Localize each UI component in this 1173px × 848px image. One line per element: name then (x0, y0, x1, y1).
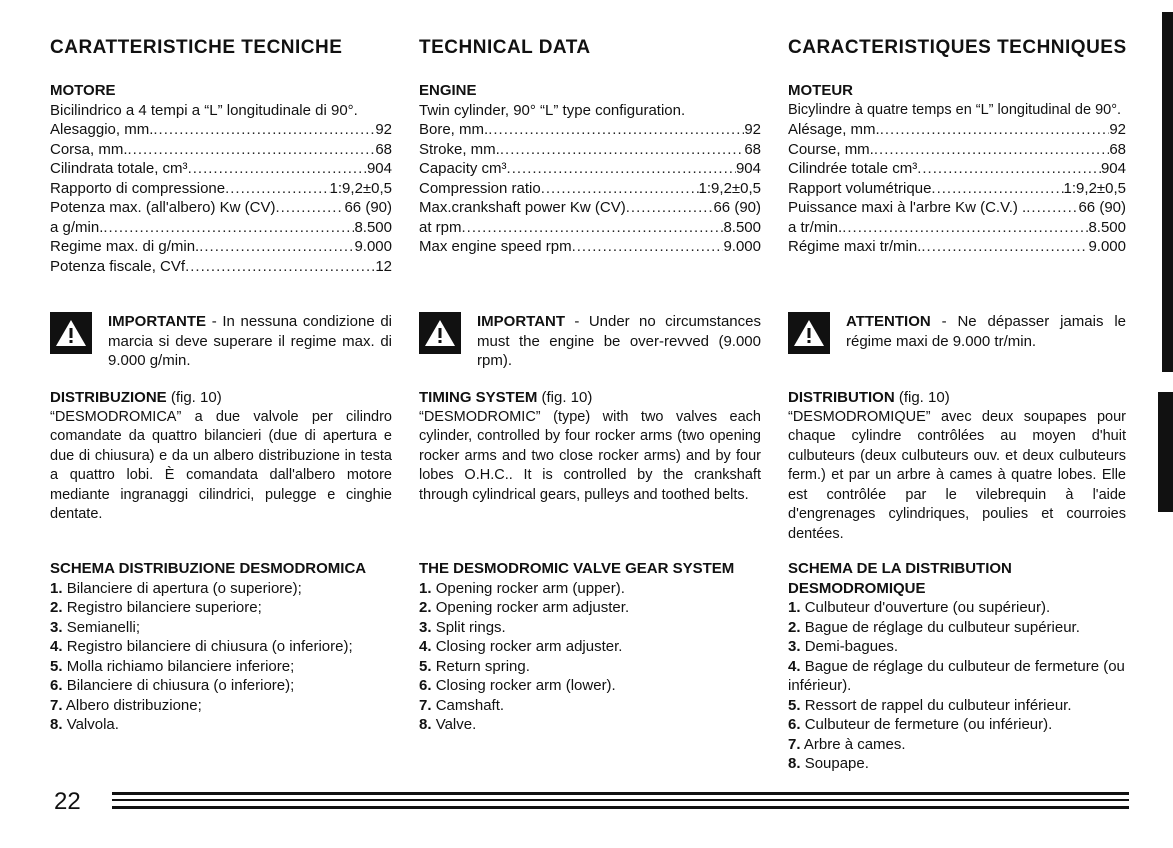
dot-leader (874, 140, 1109, 160)
list-item-text: Molla richiamo bilanciere inferiore; (66, 657, 295, 675)
list-item-number: 4. (788, 657, 801, 675)
spec-label: Course, mm. (788, 140, 874, 158)
spec-row (788, 179, 1126, 199)
spec-row (50, 140, 392, 160)
list-item-number: 5. (50, 657, 63, 675)
list-item (50, 579, 392, 599)
dot-leader (225, 179, 329, 199)
spec-label: Max.crankshaft power Kw (CV) (419, 199, 626, 216)
spec-label: Cilindrée totale cm³ (788, 160, 918, 177)
list-item-text: Culbuteur d'ouverture (ou supérieur). (804, 599, 1051, 616)
warning-triangle-icon (788, 312, 830, 354)
list-item-number: 3. (788, 638, 801, 655)
list-item (419, 696, 761, 716)
spec-label: Régime maxi tr/min. (788, 238, 922, 255)
list-item (419, 618, 761, 638)
dot-leader (541, 179, 699, 199)
warning-box-italian (50, 312, 392, 371)
list-item-text: Bague de réglage du culbuteur de fermeture (ou inférieur). (788, 657, 1125, 694)
list-item (788, 637, 1126, 657)
list-item-number: 2. (419, 599, 432, 616)
list-item (788, 696, 1126, 716)
spec-value: 68 (1109, 140, 1126, 158)
title-french: CARACTERISTIQUES TECHNIQUES (788, 37, 1127, 58)
list-item (50, 637, 392, 657)
dot-leader (199, 237, 354, 257)
list-item-number: 1. (788, 599, 801, 616)
dot-leader (488, 120, 744, 140)
schema-heading: SCHEMA DE LA DISTRIBUTION DESMODROMIQUE (788, 560, 1012, 597)
dot-leader (153, 120, 375, 140)
spec-label: Compression ratio (419, 179, 541, 197)
list-item-number: 7. (419, 696, 432, 714)
spec-value: 92 (744, 121, 761, 138)
engine-section-italian (50, 81, 392, 276)
spec-value: 12 (375, 257, 392, 275)
dot-leader (626, 198, 714, 218)
schema-list (419, 579, 761, 735)
spec-row (50, 257, 392, 277)
spec-value: 9.000 (1088, 238, 1126, 255)
list-item (50, 657, 392, 677)
warning-text (477, 312, 761, 371)
dot-leader (128, 140, 376, 160)
spec-list (419, 120, 761, 257)
spec-label: Rapporto di compressione (50, 179, 226, 197)
dot-leader (921, 237, 1088, 257)
spec-row (419, 179, 761, 199)
dot-leader (572, 237, 724, 257)
warning-text (846, 312, 1126, 354)
list-item-text: Return spring. (435, 657, 530, 675)
warning-box-english (419, 312, 761, 371)
dot-leader (842, 218, 1088, 238)
list-item (50, 676, 392, 696)
spec-value: 9.000 (723, 238, 761, 255)
dot-leader (507, 159, 736, 179)
page-number: 22 (54, 788, 81, 815)
list-item-text: Arbre à cames. (803, 735, 906, 753)
spec-label: Potenza max. (all'albero) Kw (CV) (50, 199, 276, 216)
timing-fig-ref: (fig. 10) (537, 389, 593, 406)
list-item-text: Bague de réglage du culbuteur supérieur. (804, 618, 1080, 636)
dot-leader (917, 159, 1101, 179)
list-item-number: 6. (50, 677, 63, 694)
warning-triangle-icon (50, 312, 92, 354)
engine-heading: ENGINE (419, 82, 477, 99)
list-item-text: Albero distribuzione; (65, 696, 202, 714)
spec-row (50, 218, 392, 238)
spec-row (788, 198, 1126, 218)
spec-value: 66 (90) (713, 199, 761, 216)
engine-heading: MOTEUR (788, 82, 853, 99)
spec-label: Capacity cm³ (419, 160, 507, 177)
dot-leader (275, 198, 344, 218)
schema-section-italian (50, 559, 392, 735)
warning-message: - Ne dépasser jamais le régime maxi de 9.000 tr/min. (846, 313, 1126, 350)
dot-leader (931, 179, 1063, 199)
footer-rule (112, 799, 1129, 801)
list-item-number: 2. (788, 618, 801, 636)
timing-heading: TIMING SYSTEM (419, 389, 538, 406)
column-english (419, 36, 761, 733)
spec-label: Alesaggio, mm. (50, 121, 154, 138)
timing-text: “DESMODROMIQUE” avec deux soupapes pour chaque cylindre contrôlées au moyen d'huit culbuteurs (deux culbuteurs ouv. et deux culbuteurs ferm.) et par un arbre à cames à quatre lobes. Elle est contrôlée par le vilebrequin à l'aide d'engrenages cylindriques, poulies et courroies dentées. (788, 408, 1126, 542)
spec-label: Cilindrata totale, cm³ (50, 160, 188, 177)
list-item (419, 715, 761, 735)
spec-label: Bore, mm. (419, 121, 489, 138)
list-item-text: Bilanciere di chiusura (o inferiore); (66, 677, 295, 694)
title-italian: CARATTERISTICHE TECNICHE (50, 37, 343, 58)
spec-label: Puissance maxi à l'arbre Kw (C.V.) . (788, 199, 1027, 216)
spec-value: 66 (90) (1078, 199, 1126, 216)
list-item (50, 696, 392, 716)
list-item-number: 4. (419, 638, 432, 655)
engine-heading: MOTORE (50, 82, 116, 99)
list-item (419, 657, 761, 677)
list-item (788, 735, 1126, 755)
list-item (419, 579, 761, 599)
footer-rule (112, 792, 1129, 795)
list-item-number: 6. (419, 677, 432, 694)
list-item (419, 598, 761, 618)
list-item-text: Ressort de rappel du culbuteur inférieur. (804, 696, 1072, 714)
timing-heading: DISTRIBUZIONE (50, 389, 167, 406)
spec-value: 8.500 (723, 218, 761, 236)
list-item-number: 7. (50, 696, 63, 714)
title-english: TECHNICAL DATA (419, 37, 591, 58)
list-item (788, 657, 1126, 696)
warning-message: - Under no circumstances must the engine be over-revved (9.000 rpm). (477, 313, 761, 369)
warning-box-french (788, 312, 1126, 354)
spec-row (50, 237, 392, 257)
list-item-text: Semianelli; (66, 618, 141, 636)
spec-value: 9.000 (354, 238, 392, 255)
list-item-text: Registro bilanciere di chiusura (o inferiore); (66, 638, 353, 655)
spec-label: a g/min. (50, 218, 104, 236)
list-item-number: 5. (788, 696, 801, 714)
spec-label: Rapport volumétrique (788, 179, 932, 197)
spec-row (788, 237, 1126, 257)
spec-row (419, 159, 761, 179)
timing-text: “DESMODROMIC” (type) with two valves each cylinder, controlled by four rocker arms (two opening rocker arms and two close rocker arms) and by four lobes O.H.C.. It is controlled by the crankshaft through cylindrical gears, pulleys and toothed belts. (419, 408, 761, 503)
schema-section-english (419, 559, 761, 735)
column-italian (50, 36, 392, 733)
spec-row (419, 198, 761, 218)
spec-row (788, 218, 1126, 238)
list-item-number: 3. (419, 618, 432, 636)
warning-label: IMPORTANT (477, 313, 566, 330)
list-item-text: Demi-bagues. (804, 638, 899, 655)
spec-row (788, 140, 1126, 160)
engine-section-english (419, 81, 761, 257)
schema-section-french (788, 559, 1126, 774)
dot-leader (880, 120, 1110, 140)
spec-label: at rpm (419, 218, 462, 236)
list-item-text: Split rings. (435, 618, 506, 636)
spec-value: 1:9,2±0,5 (1063, 179, 1126, 197)
list-item-number: 1. (50, 579, 63, 597)
spec-value: 92 (1109, 121, 1126, 138)
spec-label: a tr/min. (788, 218, 843, 236)
spec-label: Stroke, mm. (419, 140, 500, 158)
engine-description: Bicylindre à quatre temps en “L” longitudinal de 90°. (788, 101, 1122, 118)
spec-row (50, 159, 392, 179)
spec-row (419, 218, 761, 238)
dot-leader (1026, 198, 1078, 218)
list-item (788, 715, 1126, 735)
schema-list (50, 579, 392, 735)
list-item-number: 7. (788, 735, 801, 753)
list-item (788, 754, 1126, 774)
list-item-number: 5. (419, 657, 432, 675)
spec-label: Max engine speed rpm (419, 238, 572, 255)
list-item-number: 8. (788, 755, 801, 772)
timing-fig-ref: (fig. 10) (894, 389, 950, 406)
warning-label: IMPORTANTE (108, 313, 207, 330)
list-item-text: Bilanciere di apertura (o superiore); (66, 579, 302, 597)
spec-row (419, 237, 761, 257)
list-item (50, 715, 392, 735)
timing-text: “DESMODROMICA” a due valvole per cilindro comandate da quattro bilancieri (due di apertura e due di chiusura) e da un albero distribuzione in testa a quattro lobi. È comandata dall'albero motore mediante ingranaggi cilindrici, pulegge e cinghie dentate. (50, 408, 392, 522)
timing-section-italian (50, 388, 392, 525)
footer-rule (112, 806, 1129, 809)
spec-value: 66 (90) (344, 199, 392, 216)
warning-triangle-icon (419, 312, 461, 354)
spec-row (788, 120, 1126, 140)
spec-row (50, 120, 392, 140)
list-item-text: Opening rocker arm (upper). (435, 579, 625, 597)
spec-label: Alésage, mm. (788, 121, 880, 138)
timing-fig-ref: (fig. 10) (166, 389, 222, 406)
spec-row (419, 120, 761, 140)
spec-value: 1:9,2±0,5 (329, 179, 392, 197)
timing-heading: DISTRIBUTION (788, 389, 895, 406)
spec-row (50, 179, 392, 199)
list-item-text: Closing rocker arm adjuster. (435, 638, 623, 655)
list-item (788, 598, 1126, 618)
list-item (50, 618, 392, 638)
engine-description: Bicilindrico a 4 tempi a “L” longitudinale di 90°. (50, 101, 358, 119)
list-item-text: Valve. (435, 716, 477, 733)
list-item-number: 1. (419, 579, 432, 597)
list-item-number: 8. (419, 716, 432, 733)
list-item-number: 2. (50, 599, 63, 616)
list-item-number: 4. (50, 638, 63, 655)
spec-row (788, 159, 1126, 179)
edge-mark (1162, 12, 1173, 372)
spec-value: 8.500 (354, 218, 392, 236)
list-item-text: Valvola. (66, 716, 119, 733)
schema-heading: SCHEMA DISTRIBUZIONE DESMODROMICA (50, 560, 367, 577)
spec-value: 1:9,2±0,5 (698, 179, 761, 197)
schema-list (788, 598, 1126, 774)
list-item (419, 676, 761, 696)
dot-leader (103, 218, 354, 238)
list-item (419, 637, 761, 657)
dot-leader (188, 159, 367, 179)
list-item-text: Registro bilanciere superiore; (66, 599, 262, 616)
spec-value: 68 (375, 140, 392, 158)
spec-row (419, 140, 761, 160)
list-item (788, 618, 1126, 638)
dot-leader (462, 218, 724, 238)
spec-row (50, 198, 392, 218)
warning-label: ATTENTION (846, 313, 931, 330)
spec-label: Corsa, mm. (50, 140, 128, 158)
timing-section-english (419, 388, 761, 505)
list-item-text: Soupape. (804, 755, 869, 772)
spec-value: 904 (735, 160, 761, 177)
spec-list (788, 120, 1126, 257)
spec-value: 92 (375, 121, 392, 138)
list-item-text: Culbuteur de fermeture (ou inférieur). (804, 716, 1053, 733)
column-french (788, 36, 1127, 772)
schema-heading: THE DESMODROMIC VALVE GEAR SYSTEM (419, 560, 735, 577)
list-item-number: 8. (50, 716, 63, 733)
spec-value: 68 (744, 140, 761, 158)
spec-label: Regime max. di g/min. (50, 238, 200, 255)
edge-mark (1158, 392, 1173, 512)
warning-text (108, 312, 392, 371)
warning-message: - In nessuna condizione di marcia si deve superare il regime max. di 9.000 g/min. (108, 313, 392, 369)
dot-leader (500, 140, 744, 160)
spec-value: 8.500 (1088, 218, 1126, 236)
list-item-text: Opening rocker arm adjuster. (435, 599, 630, 616)
timing-section-french (788, 388, 1126, 544)
list-item-text: Closing rocker arm (lower). (435, 677, 616, 694)
list-item-number: 6. (788, 716, 801, 733)
spec-label: Potenza fiscale, CVf (50, 257, 186, 275)
dot-leader (185, 257, 375, 277)
spec-value: 904 (366, 160, 392, 177)
engine-description: Twin cylinder, 90° “L” type configuration. (419, 101, 686, 119)
engine-section-french (788, 81, 1126, 257)
spec-value: 904 (1100, 160, 1126, 177)
list-item-number: 3. (50, 618, 63, 636)
spec-list (50, 120, 392, 276)
list-item (50, 598, 392, 618)
list-item-text: Camshaft. (435, 696, 505, 714)
